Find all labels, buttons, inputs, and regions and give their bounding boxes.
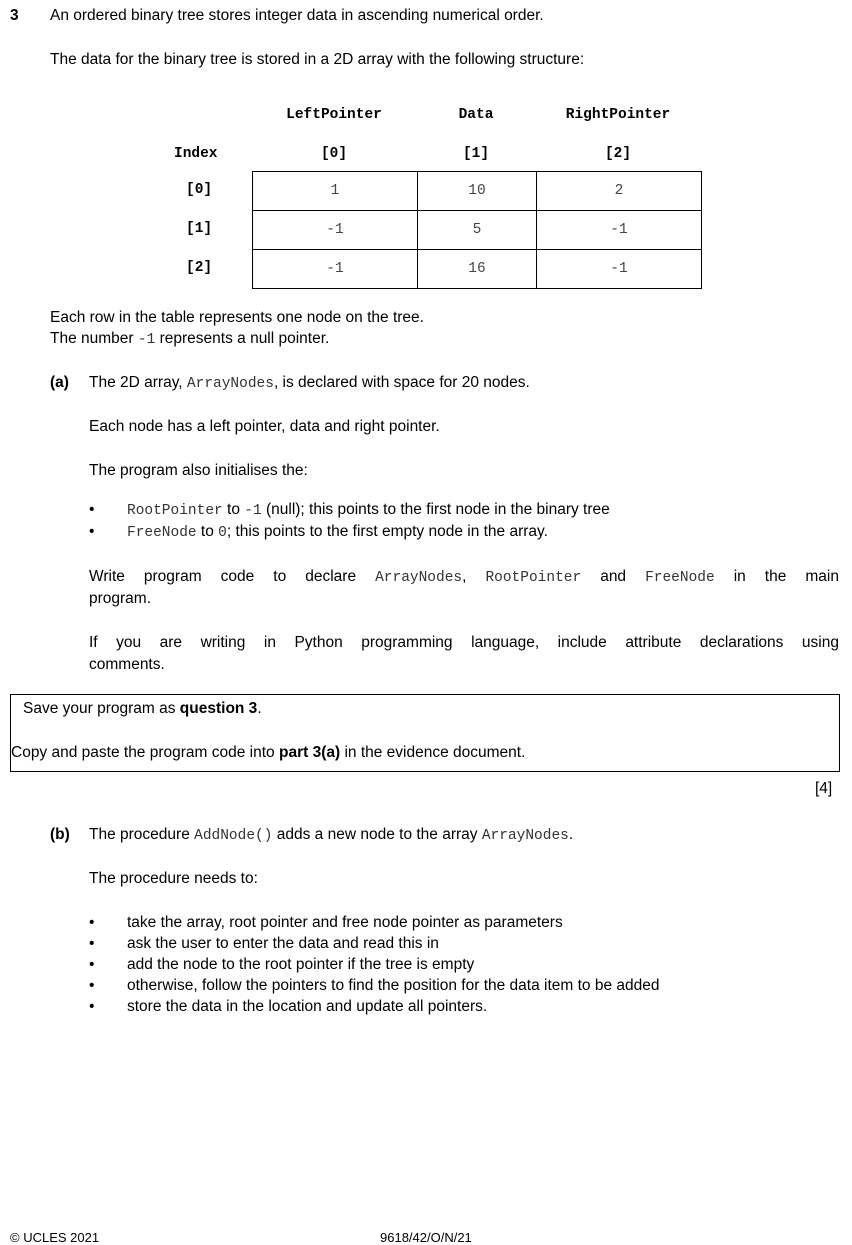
text: Write program code to declare <box>89 568 376 585</box>
col-index-0: [0] <box>320 146 348 162</box>
text: ; this points to the first empty node in the array. <box>226 523 548 540</box>
part-a-write-line-1 <box>89 568 839 586</box>
row-index-0: [0] <box>186 182 213 198</box>
bullet-icon: • <box>89 998 95 1015</box>
part-a-write-line-2: program. <box>89 590 152 607</box>
code: ArrayNodes <box>186 376 274 392</box>
code: AddNode() <box>194 828 273 844</box>
copy-instruction <box>11 744 525 762</box>
table-row <box>253 250 702 289</box>
code: FreeNode <box>127 525 197 541</box>
code: 0 <box>218 525 227 541</box>
binary-tree-table <box>252 171 702 289</box>
list-item: add the node to the root pointer if the tree is empty <box>127 956 475 973</box>
table-cell: -1 <box>253 211 418 250</box>
question-number: 3 <box>10 7 19 24</box>
row-index-1: [1] <box>186 221 213 237</box>
part-a-p2: Each node has a left pointer, data and right pointer. <box>89 418 440 435</box>
bullet-icon: • <box>89 501 95 518</box>
index-label: Index <box>174 146 218 162</box>
question-intro: An ordered binary tree stores integer data in ascending numerical order. <box>50 7 544 24</box>
bullet-icon: • <box>89 977 95 994</box>
bullet-icon: • <box>89 935 95 952</box>
code: ArrayNodes <box>375 570 463 586</box>
note-code: -1 <box>137 332 156 348</box>
save-instruction <box>23 700 262 718</box>
part-a-python-line-1: If you are writing in Python programming language, include attribute declarations using <box>89 634 839 651</box>
text: . <box>568 826 574 843</box>
part-a-python-line-2: comments. <box>89 656 165 673</box>
table-cell: -1 <box>537 250 702 289</box>
part-b-p1 <box>89 826 573 844</box>
footer-code: 9618/42/O/N/21 <box>380 1230 472 1245</box>
bullet-icon: • <box>89 956 95 973</box>
note-line-2 <box>50 330 329 348</box>
text: question 3 <box>179 700 258 717</box>
header-leftpointer: LeftPointer <box>286 107 382 123</box>
list-item: store the data in the location and update all pointers. <box>127 998 488 1015</box>
code: ArrayNodes <box>481 828 569 844</box>
text: in the evidence document. <box>340 744 526 761</box>
table-cell: 16 <box>418 250 537 289</box>
text: Save your program as <box>23 700 180 717</box>
text: part 3(a) <box>278 744 341 761</box>
marks: [4] <box>815 780 833 797</box>
bullet-icon: • <box>89 523 95 540</box>
header-data: Data <box>458 107 494 123</box>
table-cell: -1 <box>537 211 702 250</box>
text: and <box>581 568 646 585</box>
part-a-bullet-2 <box>127 523 548 541</box>
list-item: take the array, root pointer and free node pointer as parameters <box>127 914 563 931</box>
code: -1 <box>244 503 262 519</box>
table-cell: -1 <box>253 250 418 289</box>
text: to <box>222 501 245 518</box>
list-item: otherwise, follow the pointers to find the position for the data item to be added <box>127 977 660 994</box>
part-a-p3: The program also initialises the: <box>89 462 308 479</box>
bullet-icon: • <box>89 914 95 931</box>
evidence-box <box>10 694 840 772</box>
note-text: represents a null pointer. <box>155 330 330 347</box>
table-cell: 10 <box>418 172 537 211</box>
note-line-1: Each row in the table represents one node on the tree. <box>50 309 424 326</box>
table-row <box>253 172 702 211</box>
note-text: The number <box>50 330 138 347</box>
code: FreeNode <box>645 570 715 586</box>
text: , <box>462 568 486 585</box>
text: (null); this points to the first node in the binary tree <box>261 501 610 518</box>
text: The 2D array, <box>89 374 187 391</box>
part-a-bullet-1 <box>127 501 610 519</box>
code: RootPointer <box>485 570 582 586</box>
text: adds a new node to the array <box>272 826 482 843</box>
part-b-label: (b) <box>50 826 70 843</box>
table-cell: 2 <box>537 172 702 211</box>
text: The procedure <box>89 826 195 843</box>
text: Copy and paste the program code into <box>11 744 279 761</box>
text: . <box>257 700 262 717</box>
array-description: The data for the binary tree is stored in a 2D array with the following structure: <box>50 51 585 68</box>
header-rightpointer: RightPointer <box>565 107 671 123</box>
part-b-p2: The procedure needs to: <box>89 870 258 887</box>
row-index-2: [2] <box>186 260 213 276</box>
table-cell: 5 <box>418 211 537 250</box>
part-a-label: (a) <box>50 374 69 391</box>
part-a-p1 <box>89 374 530 392</box>
table-cell: 1 <box>253 172 418 211</box>
footer-copyright: © UCLES 2021 <box>10 1230 100 1245</box>
text: , is declared with space for 20 nodes. <box>273 374 530 391</box>
list-item: ask the user to enter the data and read this in <box>127 935 439 952</box>
code: RootPointer <box>127 503 223 519</box>
text: in the main <box>714 568 839 585</box>
text: to <box>196 523 219 540</box>
col-index-1: [1] <box>462 146 490 162</box>
table-row <box>253 211 702 250</box>
col-index-2: [2] <box>604 146 632 162</box>
